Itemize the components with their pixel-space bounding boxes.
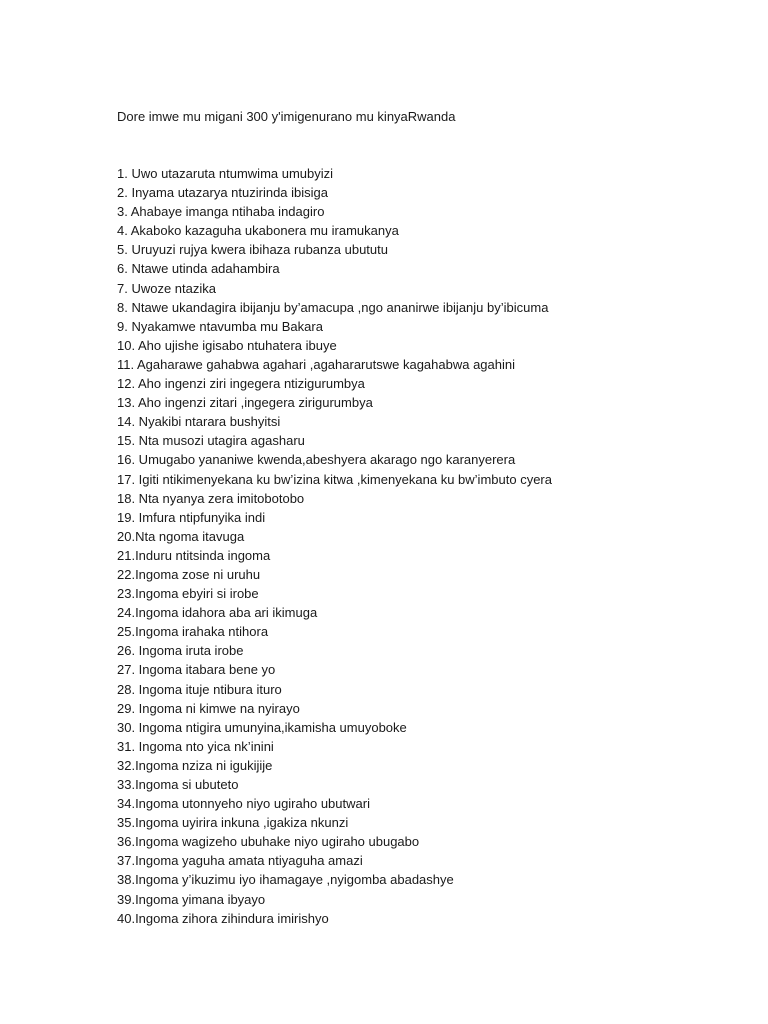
proverb-item: 31. Ingoma nto yica nk’inini [117,738,274,754]
proverb-item: 40.Ingoma zihora zihindura imirishyo [117,910,329,926]
proverb-item: 14. Nyakibi ntarara bushyitsi [117,414,281,430]
proverb-item: 19. Imfura ntipfunyika indi [117,509,266,525]
proverb-item: 20.Nta ngoma itavuga [117,528,245,544]
proverb-item: 9. Nyakamwe ntavumba mu Bakara [117,318,323,334]
proverb-item: 16. Umugabo yananiwe kwenda,abeshyera akarago ngo karanyerera [117,452,516,468]
proverb-item: 4. Akaboko kazaguha ukabonera mu iramukanya [117,223,399,239]
proverb-item: 13. Aho ingenzi zitari ,ingegera zirigurumbya [117,395,373,411]
proverb-item: 12. Aho ingenzi ziri ingegera ntizigurumbya [117,376,365,392]
proverb-item: 27. Ingoma itabara bene yo [117,662,276,678]
proverb-item: 5. Uruyuzi rujya kwera ibihaza rubanza ubututu [117,242,388,258]
proverb-item: 35.Ingoma uyirira inkuna ,igakiza nkunzi [117,815,349,831]
proverb-item: 11. Agaharawe gahabwa agahari ,agahararutswe kagahabwa agahini [117,356,515,372]
proverb-item: 26. Ingoma iruta irobe [117,643,244,659]
proverb-item: 23.Ingoma ebyiri si irobe [117,586,259,602]
proverb-item: 1. Uwo utazaruta ntumwima umubyizi [117,166,334,181]
proverb-item: 10. Aho ujishe igisabo ntuhatera ibuye [117,337,337,353]
proverb-item: 29. Ingoma ni kimwe na nyirayo [117,700,300,716]
proverb-item: 36.Ingoma wagizeho ubuhake niyo ugiraho ubugabo [117,834,420,850]
proverb-item: 30. Ingoma ntigira umunyina,ikamisha umuyoboke [117,719,407,735]
proverb-item: 8. Ntawe ukandagira ibijanju by’amacupa ,ngo ananirwe ibijanju by’ibicuma [117,299,549,315]
document-title: Dore imwe mu migani 300 y'imigenurano mu kinyaRwanda [117,109,456,124]
proverb-item: 6. Ntawe utinda adahambira [117,261,280,277]
proverb-list [117,164,552,928]
proverb-item: 3. Ahabaye imanga ntihaba indagiro [117,204,325,220]
proverb-item: 24.Ingoma idahora aba ari ikimuga [117,605,318,621]
proverb-item: 32.Ingoma nziza ni igukijije [117,757,273,773]
proverb-item: 21.Induru ntitsinda ingoma [117,547,271,563]
proverb-item: 7. Uwoze ntazika [117,280,216,296]
proverb-item: 39.Ingoma yimana ibyayo [117,891,266,907]
proverb-item: 15. Nta musozi utagira agasharu [117,433,305,449]
proverb-item: 2. Inyama utazarya ntuzirinda ibisiga [117,185,329,201]
proverb-item: 28. Ingoma ituje ntibura ituro [117,681,282,697]
proverb-item: 33.Ingoma si ubuteto [117,777,239,792]
proverb-item: 25.Ingoma irahaka ntihora [117,624,269,640]
proverb-item: 22.Ingoma zose ni uruhu [117,566,261,582]
proverb-item: 18. Nta nyanya zera imitobotobo [117,490,305,506]
proverb-item: 37.Ingoma yaguha amata ntiyaguha amazi [117,853,363,869]
proverb-item: 17. Igiti ntikimenyekana ku bw’izina kitwa ,kimenyekana ku bw’imbuto cyera [117,471,552,487]
proverb-item: 34.Ingoma utonnyeho niyo ugiraho ubutwari [117,796,370,812]
proverb-item: 38.Ingoma y’ikuzimu iyo ihamagaye ,nyigomba abadashye [117,872,454,888]
